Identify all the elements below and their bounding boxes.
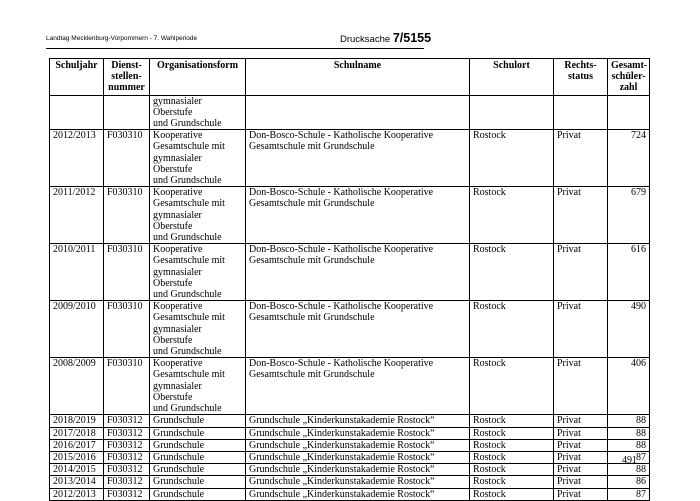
col-dienststellennummer-cell: F030312 [104, 451, 150, 463]
col-organisationsform-cell: Grundschule [150, 415, 246, 427]
col-rechtsstatus-cell: Privat [554, 415, 608, 427]
col-dienststellennummer-cell: F030312 [104, 488, 150, 500]
col-schulort-cell: Rostock [470, 427, 554, 439]
col-schuljahr-cell: 2012/2013 [50, 130, 104, 187]
col-schuljahr-cell: 2012/2013 [50, 488, 104, 500]
table-header-row [50, 59, 650, 96]
document-reference-label: Drucksache [340, 34, 391, 45]
col-dienststellennummer-cell: F030310 [104, 187, 150, 244]
col-organisationsform-cell: Grundschule [150, 476, 246, 488]
col-gesamtschuelerzahl-cell: 616 [608, 244, 650, 301]
col-gesamtschuelerzahl-cell: 86 [608, 476, 650, 488]
table-row [50, 427, 650, 439]
header-divider [46, 48, 424, 49]
col-dienststellennummer-cell [104, 95, 150, 130]
school-table [49, 58, 650, 501]
col-organisationsform-cell: Grundschule [150, 427, 246, 439]
document-reference-number: 7/5155 [392, 31, 432, 45]
col-schulname-cell: Grundschule „Kinderkunstakademie Rostock“ [246, 464, 470, 476]
col-schulort-cell: Rostock [470, 415, 554, 427]
col-schulname-cell: Don-Bosco-Schule - Katholische Kooperative Gesamtschule mit Grundschule [246, 187, 470, 244]
col-schulname-cell: Grundschule „Kinderkunstakademie Rostock“ [246, 476, 470, 488]
col-rechtsstatus-cell: Privat [554, 464, 608, 476]
col-gesamtschuelerzahl-cell: 724 [608, 130, 650, 187]
page-number: 491 [622, 455, 637, 466]
table-row [50, 476, 650, 488]
col-schulname-header: Schulname [246, 59, 470, 96]
col-gesamtschuelerzahl-header: Gesamt- schüler- zahl [608, 59, 650, 96]
col-rechtsstatus-cell: Privat [554, 244, 608, 301]
col-dienststellennummer-cell: F030312 [104, 464, 150, 476]
col-gesamtschuelerzahl-cell: 406 [608, 358, 650, 415]
col-organisationsform-cell: Grundschule [150, 439, 246, 451]
col-rechtsstatus-header: Rechts- status [554, 59, 608, 96]
col-rechtsstatus-cell: Privat [554, 476, 608, 488]
table-row [50, 358, 650, 415]
col-rechtsstatus-cell: Privat [554, 439, 608, 451]
table-body [50, 95, 650, 500]
col-schuljahr-cell [50, 95, 104, 130]
col-schulname-cell: Don-Bosco-Schule - Katholische Kooperative Gesamtschule mit Grundschule [246, 244, 470, 301]
table-row [50, 187, 650, 244]
col-gesamtschuelerzahl-cell [608, 95, 650, 130]
col-schuljahr-cell: 2010/2011 [50, 244, 104, 301]
col-schulort-cell: Rostock [470, 439, 554, 451]
col-schulort-cell: Rostock [470, 187, 554, 244]
col-schuljahr-cell: 2016/2017 [50, 439, 104, 451]
document-reference [340, 31, 431, 45]
header-title: Landtag Mecklenburg-Vorpommern - 7. Wahlperiode [46, 35, 198, 42]
col-schuljahr-cell: 2009/2010 [50, 301, 104, 358]
col-gesamtschuelerzahl-cell: 88 [608, 439, 650, 451]
col-gesamtschuelerzahl-cell: 88 [608, 415, 650, 427]
col-rechtsstatus-cell: Privat [554, 358, 608, 415]
col-organisationsform-cell: Kooperative Gesamtschule mit gymnasialer Oberstufe und Grundschule [150, 130, 246, 187]
col-schulname-cell: Don-Bosco-Schule - Katholische Kooperative Gesamtschule mit Grundschule [246, 301, 470, 358]
table-row [50, 130, 650, 187]
col-rechtsstatus-cell: Privat [554, 427, 608, 439]
col-dienststellennummer-cell: F030312 [104, 427, 150, 439]
col-organisationsform-cell: Grundschule [150, 488, 246, 500]
col-dienststellennummer-header: Dienst- stellen- nummer [104, 59, 150, 96]
table-row [50, 464, 650, 476]
col-schulname-cell: Don-Bosco-Schule - Katholische Kooperative Gesamtschule mit Grundschule [246, 358, 470, 415]
table-row [50, 244, 650, 301]
col-gesamtschuelerzahl-cell: 490 [608, 301, 650, 358]
table-row [50, 415, 650, 427]
col-schulname-cell: Grundschule „Kinderkunstakademie Rostock“ [246, 415, 470, 427]
col-organisationsform-cell: Kooperative Gesamtschule mit gymnasialer Oberstufe und Grundschule [150, 244, 246, 301]
table-row [50, 451, 650, 463]
col-schulname-cell: Grundschule „Kinderkunstakademie Rostock“ [246, 451, 470, 463]
col-schuljahr-cell: 2018/2019 [50, 415, 104, 427]
table-row [50, 439, 650, 451]
col-organisationsform-header: Organisationsform [150, 59, 246, 96]
col-rechtsstatus-cell: Privat [554, 451, 608, 463]
col-dienststellennummer-cell: F030310 [104, 358, 150, 415]
col-schulort-cell: Rostock [470, 301, 554, 358]
col-schulort-cell: Rostock [470, 464, 554, 476]
col-schulort-cell: Rostock [470, 244, 554, 301]
col-rechtsstatus-cell: Privat [554, 187, 608, 244]
col-schulname-cell: Grundschule „Kinderkunstakademie Rostock“ [246, 427, 470, 439]
col-dienststellennummer-cell: F030310 [104, 244, 150, 301]
col-schulort-cell: Rostock [470, 358, 554, 415]
col-dienststellennummer-cell: F030312 [104, 476, 150, 488]
col-dienststellennummer-cell: F030312 [104, 439, 150, 451]
col-organisationsform-cell: Kooperative Gesamtschule mit gymnasialer Oberstufe und Grundschule [150, 301, 246, 358]
col-rechtsstatus-cell [554, 95, 608, 130]
table-row [50, 301, 650, 358]
col-dienststellennummer-cell: F030310 [104, 301, 150, 358]
col-schulname-cell: Don-Bosco-Schule - Katholische Kooperative Gesamtschule mit Grundschule [246, 130, 470, 187]
col-schuljahr-cell: 2017/2018 [50, 427, 104, 439]
col-gesamtschuelerzahl-cell: 88 [608, 427, 650, 439]
col-rechtsstatus-cell: Privat [554, 130, 608, 187]
col-schulort-header: Schulort [470, 59, 554, 96]
col-schulort-cell [470, 95, 554, 130]
col-rechtsstatus-cell: Privat [554, 301, 608, 358]
col-dienststellennummer-cell: F030312 [104, 415, 150, 427]
col-schuljahr-cell: 2011/2012 [50, 187, 104, 244]
col-schulort-cell: Rostock [470, 451, 554, 463]
col-rechtsstatus-cell: Privat [554, 488, 608, 500]
table-row [50, 95, 650, 130]
col-schuljahr-cell: 2008/2009 [50, 358, 104, 415]
col-schulort-cell: Rostock [470, 488, 554, 500]
col-organisationsform-cell: Grundschule [150, 451, 246, 463]
col-schulort-cell: Rostock [470, 130, 554, 187]
col-gesamtschuelerzahl-cell: 87 [608, 451, 650, 463]
col-schuljahr-cell: 2014/2015 [50, 464, 104, 476]
col-schuljahr-cell: 2015/2016 [50, 451, 104, 463]
col-schulname-cell: Grundschule „Kinderkunstakademie Rostock“ [246, 439, 470, 451]
col-gesamtschuelerzahl-cell: 87 [608, 488, 650, 500]
col-schuljahr-header: Schuljahr [50, 59, 104, 96]
col-organisationsform-cell: gymnasialer Oberstufe und Grundschule [150, 95, 246, 130]
col-schulort-cell: Rostock [470, 476, 554, 488]
col-organisationsform-cell: Kooperative Gesamtschule mit gymnasialer Oberstufe und Grundschule [150, 358, 246, 415]
col-organisationsform-cell: Grundschule [150, 464, 246, 476]
col-organisationsform-cell: Kooperative Gesamtschule mit gymnasialer Oberstufe und Grundschule [150, 187, 246, 244]
col-gesamtschuelerzahl-cell: 679 [608, 187, 650, 244]
col-schulname-cell: Grundschule „Kinderkunstakademie Rostock“ [246, 488, 470, 500]
col-schuljahr-cell: 2013/2014 [50, 476, 104, 488]
col-dienststellennummer-cell: F030310 [104, 130, 150, 187]
table-row [50, 488, 650, 500]
col-gesamtschuelerzahl-cell: 88 [608, 464, 650, 476]
col-schulname-cell [246, 95, 470, 130]
